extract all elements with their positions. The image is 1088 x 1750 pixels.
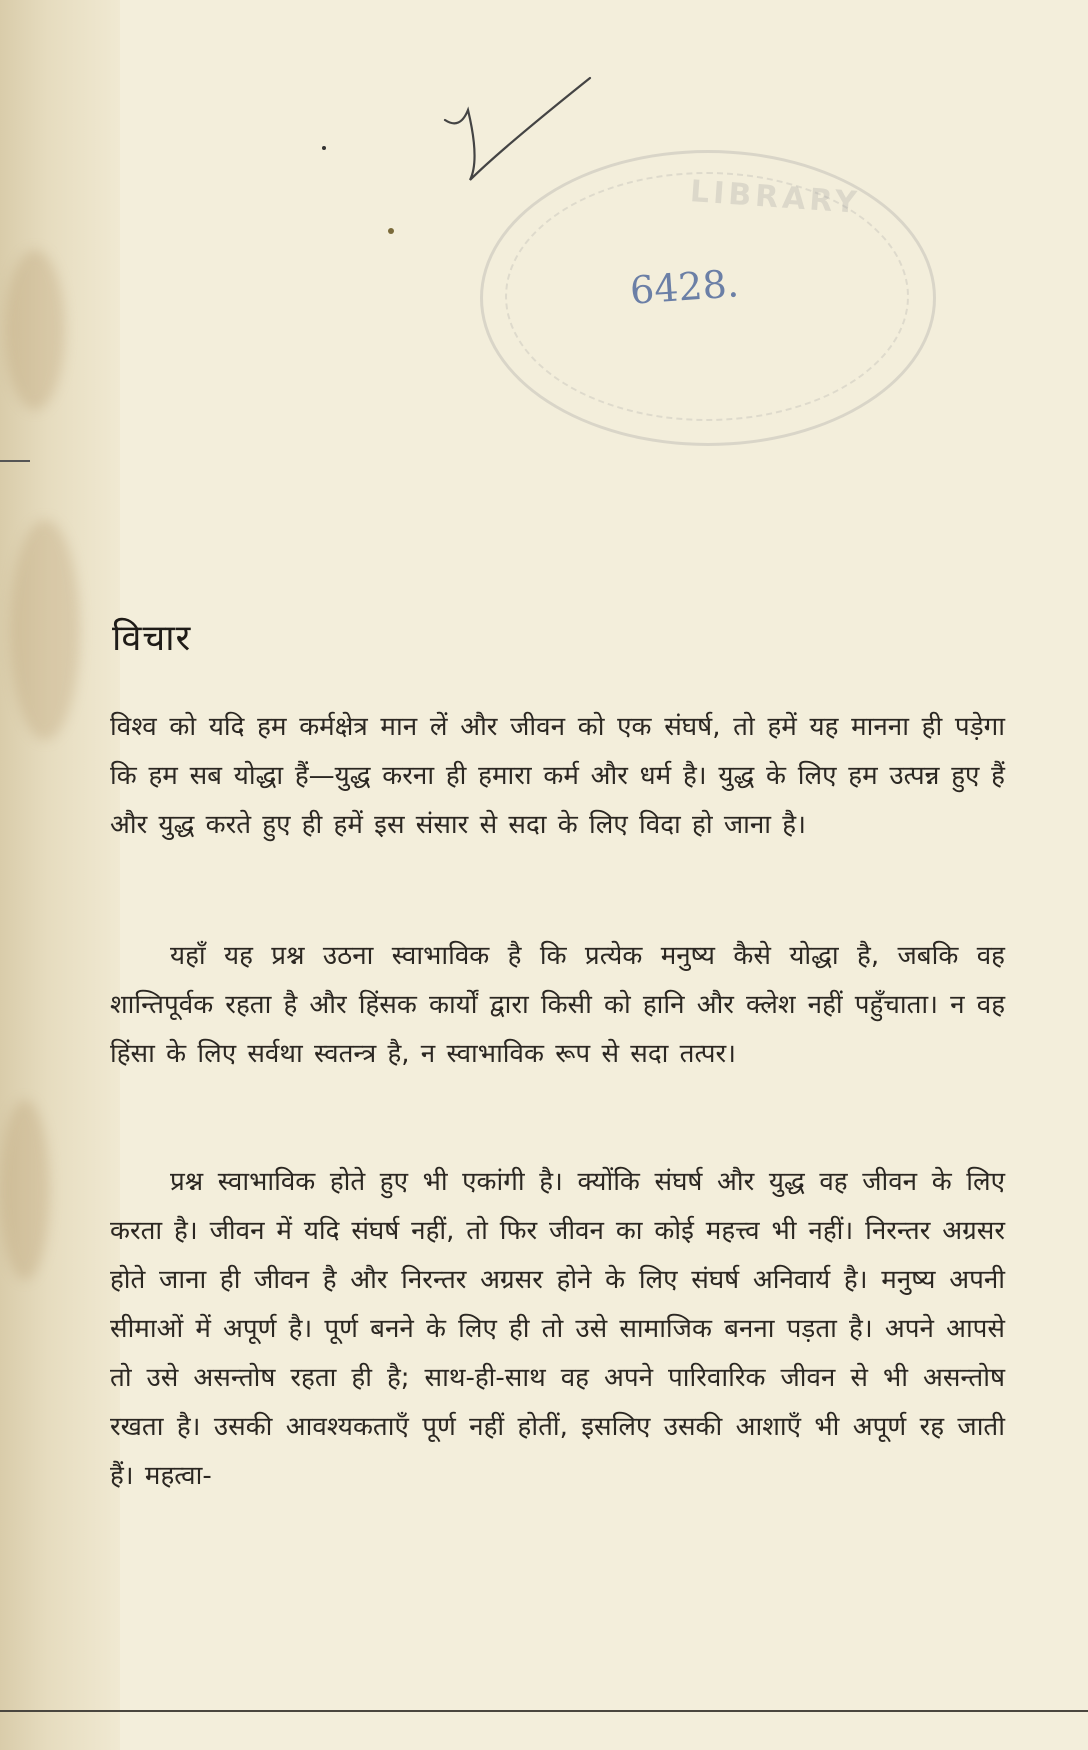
pencil-check-mark: [440, 70, 600, 190]
ink-speck: [388, 228, 394, 234]
binding-mark: [0, 460, 30, 462]
page-bottom-rule: [0, 1710, 1088, 1712]
ink-speck: [322, 146, 326, 150]
paragraph-1: विश्व को यदि हम कर्मक्षेत्र मान लें और जीवन को एक संघर्ष, तो हमें यह मानना ही पड़ेगा कि हम सब योद्धा हैं—युद्ध करना ही हमारा कर्म और धर्म है। युद्ध के लिए हम उत्पन्न हुए हैं और युद्ध करते हुए ही हमें इस संसार से सदा के लिए विदा हो जाना है।: [110, 712, 1005, 840]
paragraph-3: प्रश्न स्वाभाविक होते हुए भी एकांगी है। क्योंकि संघर्ष और युद्ध वह जीवन के लिए करता है। जीवन में यदि संघर्ष नहीं, तो फिर जीवन का कोई महत्त्व भी नहीं। निरन्तर अग्रसर होते जाना ही जीवन है और निरन्तर अग्रसर होने के लिए संघर्ष अनिवार्य है। मनुष्य अपनी सीमाओं में अपूर्ण है। पूर्ण बनने के लिए ही तो उसे सामाजिक बनना पड़ता है। अपने आपसे तो उसे असन्तोष रहता ही है; साथ-ही-साथ वह अपने पारिवारिक जीवन से भी असन्तोष रखता है। उसकी आवश्यकताएँ पूर्ण नहीं होतीं, इसलिए उसकी आशाएँ भी अपूर्ण रह जाती हैं। महत्वा-: [110, 1167, 1005, 1491]
page-stain: [5, 250, 65, 410]
page-stain: [10, 520, 80, 740]
library-stamp-text: LIBRARY: [688, 174, 862, 221]
paragraph-2: यहाँ यह प्रश्न उठना स्वाभाविक है कि प्रत्येक मनुष्य कैसे योद्धा है, जबकि वह शान्तिपूर्वक रहता है और हिंसक कार्यों द्वारा किसी को हानि और क्लेश नहीं पहुँचाता। न वह हिंसा के लिए सर्वथा स्वतन्त्र है, न स्वाभाविक रूप से सदा तत्पर।: [110, 941, 1005, 1069]
page-stain: [0, 1100, 50, 1280]
chapter-title: विचार: [112, 618, 192, 659]
accession-number: 6428.: [628, 261, 741, 313]
